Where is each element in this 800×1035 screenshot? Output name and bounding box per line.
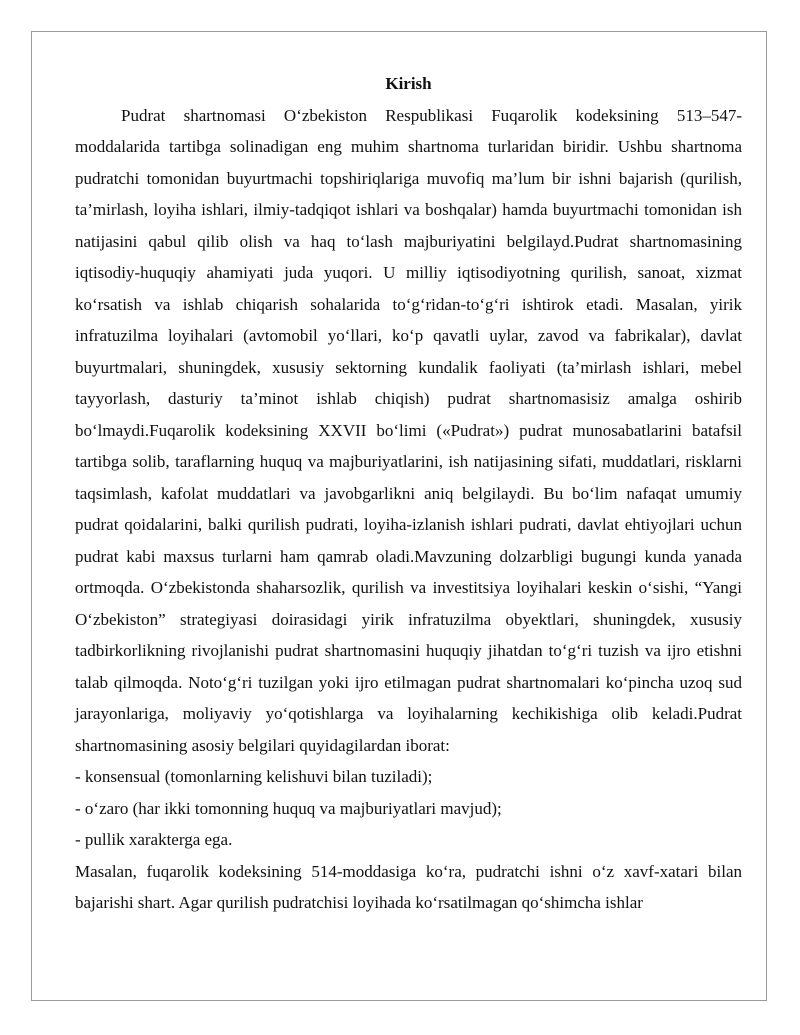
list-item-mutual: - o‘zaro (har ikki tomonning huquq va majburiyatlari mavjud);: [75, 798, 502, 818]
document-title: Kirish: [385, 74, 432, 93]
list-item-paid: - pullik xarakterga ega.: [75, 830, 233, 849]
document-body: [75, 68, 742, 919]
list-item-consensual: - konsensual (tomonlarning kelishuvi bilan tuziladi);: [75, 767, 433, 786]
intro-paragraph: Pudrat shartnomasi O‘zbekiston Respublikasi Fuqarolik kodeksining 513–547-moddalarida tartibga solinadigan eng muhim shartnoma turlaridan biridir. Ushbu shartnoma pudratchi tomonidan buyurtmachi topshiriqlariga muvofiq ma’lum bir ishni bajarish (qurilish, ta’mirlash, loyiha ishlari, ilmiy-tadqiqot ishlari va boshqalar) hamda buyurtmachi tomonidan ish natijasini qabul qilib olish va haq to‘lash majburiyatini belgilayd.Pudrat shartnomasining iqtisodiy-huquqiy ahamiyati juda yuqori. U milliy iqtisodiyotning qurilish, sanoat, xizmat ko‘rsatish va ishlab chiqarish sohalarida to‘g‘ridan-to‘g‘ri ishtirok etadi. Masalan, yirik infratuzilma loyihalari (avtomobil yo‘llari, ko‘p qavatli uylar, zavod va fabrikalar), davlat buyurtmalari, shuningdek, xususiy sektorning kundalik faoliyati (ta’mirlash ishlari, mebel tayyorlash, dasturiy ta’minot ishlab chiqish) pudrat shartnomasisiz amalga oshirib bo‘lmaydi.Fuqarolik kodeksining XXVII bo‘limi («Pudrat») pudrat munosabatlarini batafsil tartibga solib, taraflarning huquq va majburiyatlarini, ish natijasining sifati, muddatlari, risklarni taqsimlash, kafolat muddatlari va javobgarlikni aniq belgilaydi. Bu bo‘lim nafaqat umumiy pudrat qoidalarini, balki qurilish pudrati, loyiha-izlanish ishlari pudrati, davlat ehtiyojlari uchun pudrat kabi maxsus turlarni ham qamrab oladi.Mavzuning dolzarbligi bugungi kunda yanada ortmoqda. O‘zbekistonda shaharsozlik, qurilish va investitsiya loyihalari keskin o‘sishi, “Yangi O‘zbekiston” strategiyasi doirasidagi yirik infratuzilma obyektlari, shuningdek, xususiy tadbirkorlikning rivojlanishi pudrat shartnomasini huquqiy jihatdan to‘g‘ri tuzish va ijro etishni talab qilmoqda. Noto‘g‘ri tuzilgan yoki ijro etilmagan pudrat shartnomalari ko‘pincha uzoq sud jarayonlariga, moliyaviy yo‘qotishlarga va loyihalarning kechikishiga olib keladi.Pudrat shartnomasining asosiy belgilari quyidagilardan iborat:: [75, 105, 742, 755]
closing-paragraph: Masalan, fuqarolik kodeksining 514-moddasiga ko‘ra, pudratchi ishni o‘z xavf-xatari bilan bajarishi shart. Agar qurilish pudratchisi loyihada ko‘rsatilmagan qo‘shimcha ishlar: [75, 861, 742, 912]
